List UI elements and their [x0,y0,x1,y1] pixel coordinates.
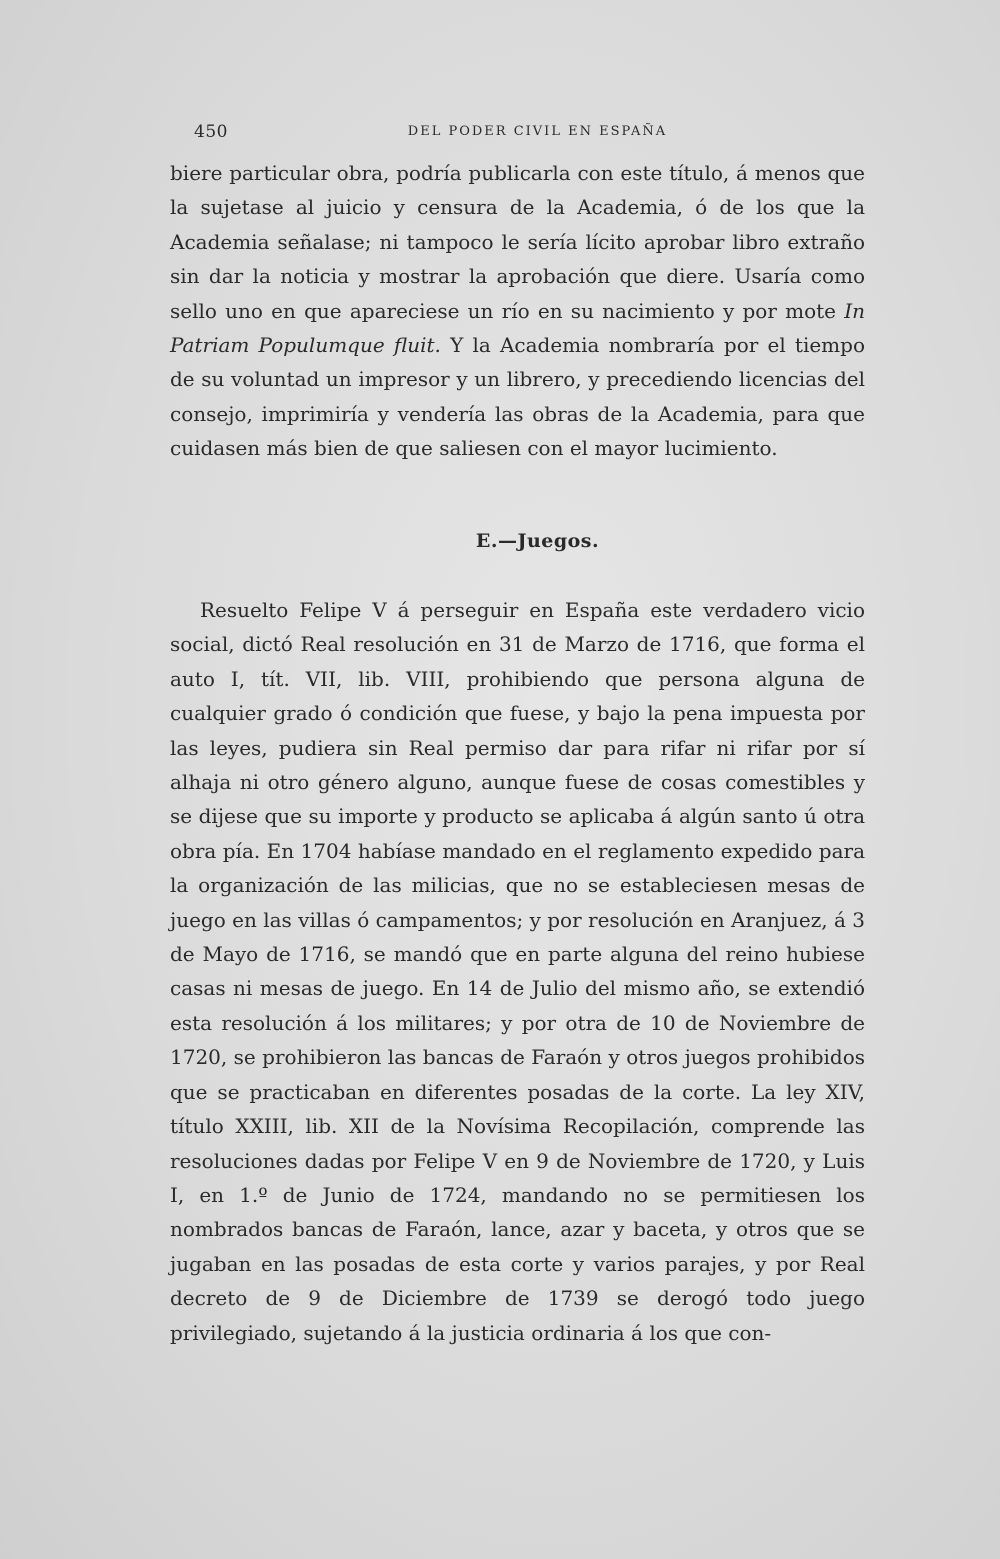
paragraph-1 [170,156,865,466]
section-heading: E.—Juegos. [475,530,600,552]
paragraph-1-text-start: biere particular obra, podría publicarla con este título, á menos que la sujetase al juicio y censura de la Academia, ó de los que la Academia señalase; ni tampoco le sería lícito aprobar libro extraño sin dar la noticia y mostrar la aprobación que diere. Usaría como sello uno en que apareciese un río en su nacimiento y por mote [170,161,865,323]
paragraph-1-text-end: Y la Academia nombraría por el tiempo de su voluntad un impresor y un librero, y precediendo licencias del consejo, imprimiría y vendería las obras de la Academia, para que cuidasen más bien de que saliesen con el mayor lucimiento. [170,333,865,461]
paragraph-2-text: Resuelto Felipe V á perseguir en España este verdadero vicio social, dictó Real resolución en 31 de Marzo de 1716, que forma el auto I, tít. VII, lib. VIII, prohibiendo que persona alguna de cualquier grado ó condición que fuese, y bajo la pena impuesta por las leyes, pudiera sin Real permiso dar para rifar ni rifar por sí alhaja ni otro género alguno, aunque fuese de cosas comestibles y se dijese que su importe y producto se aplicaba á algún santo ú otra obra pía. En 1704 habíase mandado en el reglamento expedido para la organización de las milicias, que no se estableciesen mesas de juego en las villas ó campamentos; y por resolución en Aranjuez, á 3 de Mayo de 1716, se mandó que en parte alguna del reino hubiese casas ni mesas de juego. En 14 de Julio del mismo año, se extendió esta resolución á los militares; y por otra de 10 de Noviembre de 1720, se prohibieron las bancas de Faraón y otros juegos prohibidos que se practicaban en diferentes posadas de la corte. La ley XIV, título XXIII, lib. XII de la Novísima Recopilación, comprende las resoluciones dadas por Felipe V en 9 de Noviembre de 1720, y Luis I, en 1.º de Junio de 1724, mandando no se permitiesen los nombrados bancas de Faraón, lance, azar y baceta, y otros que se jugaban en las posadas de esta corte y varios parajes, y por Real decreto de 9 de Diciembre de 1739 se derogó todo juego privilegiado, sujetando á la justicia ordinaria á los que con- [170,598,865,1345]
running-head [170,122,865,146]
running-title: DEL PODER CIVIL EN ESPAÑA [407,124,668,139]
motto-italic: In Patriam Populumque fluit. [170,298,865,358]
page-number: 450 [194,122,228,142]
paragraph-1-text [170,156,865,466]
paragraph-2 [170,593,865,1350]
